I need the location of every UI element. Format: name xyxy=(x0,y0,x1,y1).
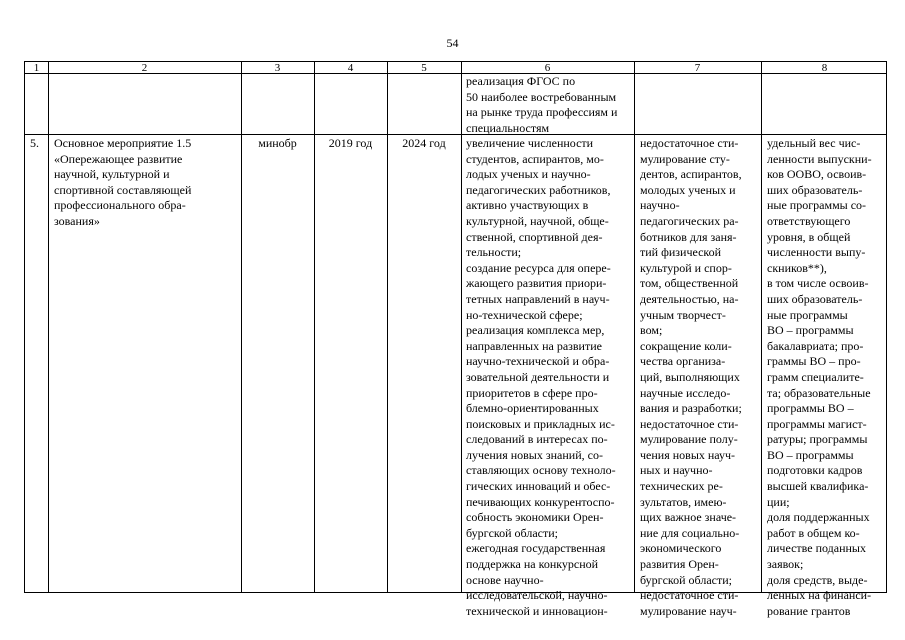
text-line: поисковых и прикладных ис- xyxy=(466,416,615,431)
text-line: граммы ВО – про- xyxy=(767,354,861,369)
text-line: создание ресурса для опере- xyxy=(466,260,611,275)
text-line: зования» xyxy=(54,213,100,228)
text-line: программы магист- xyxy=(767,416,867,431)
text-line: щих важное значе- xyxy=(640,510,737,525)
text-line: сокращение коли- xyxy=(640,338,732,353)
text-line: ные программы xyxy=(767,307,848,322)
text-line: гических инноваций и обес- xyxy=(466,479,611,494)
text-line: ственной, спортивной дея- xyxy=(466,229,603,244)
text-line: деятельностью, на- xyxy=(640,291,739,306)
text-line: собность экономики Орен- xyxy=(466,510,604,525)
text-line: «Опережающее развитие xyxy=(54,151,183,166)
text-line: мулирование сту- xyxy=(640,151,730,166)
target-indicators xyxy=(767,136,872,619)
text-line: доля средств, выде- xyxy=(767,572,868,587)
header-col-2: 2 xyxy=(141,62,148,74)
text-line: культурной, научной, обще- xyxy=(466,213,609,228)
text-line: доля поддержанных xyxy=(767,510,870,525)
text-line: численности выпу- xyxy=(767,245,866,260)
text-line: личестве поданных xyxy=(767,541,866,556)
text-line: ков ООВО, освоив- xyxy=(767,167,867,182)
text-line: тий физической xyxy=(640,245,722,260)
text-line: научные исследо- xyxy=(640,385,731,400)
text-line: ние для социально- xyxy=(640,525,740,540)
text-line: ежегодная государственная xyxy=(466,541,606,556)
col-divider xyxy=(48,62,49,592)
text-line: но-технической сфере; xyxy=(466,307,583,322)
text-line: лучения новых знаний, со- xyxy=(466,447,603,462)
text-line: студентов, аспирантов, мо- xyxy=(466,151,604,166)
text-line: приоритетов в сфере про- xyxy=(466,385,598,400)
header-col-8: 8 xyxy=(821,62,828,74)
text-line: реализация ФГОС по xyxy=(466,74,576,88)
text-line: та; образовательные xyxy=(767,385,871,400)
text-line: ВО – программы xyxy=(767,447,854,462)
text-line: грамм специалите- xyxy=(767,369,864,384)
text-line: педагогических ра- xyxy=(640,213,739,228)
text-line: ших образователь- xyxy=(767,291,863,306)
text-line: Основное мероприятие 1.5 xyxy=(54,136,192,150)
header-col-4: 4 xyxy=(347,62,354,74)
text-line: профессионального обра- xyxy=(54,198,186,213)
text-line: ленных на финанси- xyxy=(767,588,872,603)
text-line: следований в интересах по- xyxy=(466,432,608,447)
start-year: 2019 год xyxy=(328,136,373,150)
text-line: на рынке труда профессиям и xyxy=(466,105,618,120)
header-col-3: 3 xyxy=(274,62,281,74)
row-number: 5. xyxy=(30,136,39,150)
text-line: бакалавриата; про- xyxy=(767,338,864,353)
text-line: печивающих конкурентоспо- xyxy=(466,494,615,509)
text-line: ные программы со- xyxy=(767,198,867,213)
text-line: экономического xyxy=(640,541,722,556)
expected-results xyxy=(466,136,616,619)
text-line: активно участвующих в xyxy=(466,198,589,213)
text-line: ных и научно- xyxy=(640,463,713,478)
text-line: удельный вес чис- xyxy=(767,136,861,150)
text-line: ции; xyxy=(767,494,790,509)
text-line: в том числе освоив- xyxy=(767,276,869,291)
continuation-col6 xyxy=(466,74,617,136)
text-line: исследовательской, научно- xyxy=(466,588,608,603)
text-line: развития Орен- xyxy=(640,557,719,572)
text-line: ленности выпускни- xyxy=(767,151,872,166)
text-line: научной, культурной и xyxy=(54,167,170,182)
text-line: учным творчест- xyxy=(640,307,726,322)
text-line: работ в общем ко- xyxy=(767,525,860,540)
text-line: реализация комплекса мер, xyxy=(466,323,605,338)
text-line: зовательной деятельности и xyxy=(466,369,610,384)
text-line: дентов, аспирантов, xyxy=(640,167,742,182)
text-line: чения новых науч- xyxy=(640,447,736,462)
text-line: увеличение численности xyxy=(466,136,594,150)
text-line: чества организа- xyxy=(640,354,726,369)
text-line: жающего развития приори- xyxy=(466,276,607,291)
text-line: спортивной составляющей xyxy=(54,182,192,197)
col-divider xyxy=(761,62,762,592)
text-line: недостаточное сти- xyxy=(640,136,739,150)
header-col-7: 7 xyxy=(694,62,701,74)
text-line: ших образователь- xyxy=(767,182,863,197)
text-line: высшей квалифика- xyxy=(767,479,869,494)
header-col-1: 1 xyxy=(33,62,40,74)
text-line: блемно-ориентированных xyxy=(466,401,599,416)
measure-title xyxy=(54,136,191,230)
text-line: педагогических работников, xyxy=(466,182,611,197)
problems-description xyxy=(640,136,742,619)
text-line: ботников для заня- xyxy=(640,229,737,244)
text-line: технических ре- xyxy=(640,479,723,494)
text-line: ставляющих основу техноло- xyxy=(466,463,616,478)
text-line: том, общественной xyxy=(640,276,739,291)
text-line: научно-технической и обра- xyxy=(466,354,610,369)
text-line: поддержка на конкурсной xyxy=(466,557,599,572)
text-line: культурой и спор- xyxy=(640,260,732,275)
text-line: вом; xyxy=(640,323,663,338)
text-line: 50 наиболее востребованным xyxy=(466,89,617,104)
text-line: мулирование науч- xyxy=(640,603,737,618)
text-line: вания и разработки; xyxy=(640,401,742,416)
program-table xyxy=(24,61,887,618)
text-line: лодых ученых и научно- xyxy=(466,167,591,182)
text-line: бургской области; xyxy=(640,572,732,587)
text-line: недостаточное сти- xyxy=(640,416,739,431)
text-line: технической и инновацион- xyxy=(466,603,608,618)
text-line: ВО – программы xyxy=(767,323,854,338)
end-year: 2024 год xyxy=(402,136,446,150)
text-line: молодых ученых и xyxy=(640,182,736,197)
text-line: направленных на развитие xyxy=(466,338,602,353)
text-line: ответствующего xyxy=(767,213,851,228)
col-divider xyxy=(461,62,462,592)
text-line: уровня, в общей xyxy=(767,229,851,244)
text-line: тельности; xyxy=(466,245,522,260)
header-col-6: 6 xyxy=(544,62,551,74)
text-line: рование грантов xyxy=(767,603,851,618)
text-line: подготовки кадров xyxy=(767,463,863,478)
text-line: научно- xyxy=(640,198,680,213)
executor: минобр xyxy=(258,136,297,150)
header-col-5: 5 xyxy=(421,62,427,74)
text-line: тетных направлений в науч- xyxy=(466,291,610,306)
text-line: мулирование полу- xyxy=(640,432,738,447)
text-line: специальностям xyxy=(466,120,550,135)
text-line: скников**), xyxy=(767,260,827,275)
text-line: недостаточное сти- xyxy=(640,588,739,603)
row-divider xyxy=(25,134,886,135)
text-line: бургской области; xyxy=(466,525,558,540)
text-line: ратуры; программы xyxy=(767,432,868,447)
text-line: основе научно- xyxy=(466,572,544,587)
text-line: ций, выполняющих xyxy=(640,369,740,384)
page-number: 54 xyxy=(446,36,459,50)
col-divider xyxy=(634,62,635,592)
text-line: заявок; xyxy=(767,557,804,572)
text-line: зультатов, имею- xyxy=(640,494,727,509)
text-line: программы ВО – xyxy=(767,401,854,416)
